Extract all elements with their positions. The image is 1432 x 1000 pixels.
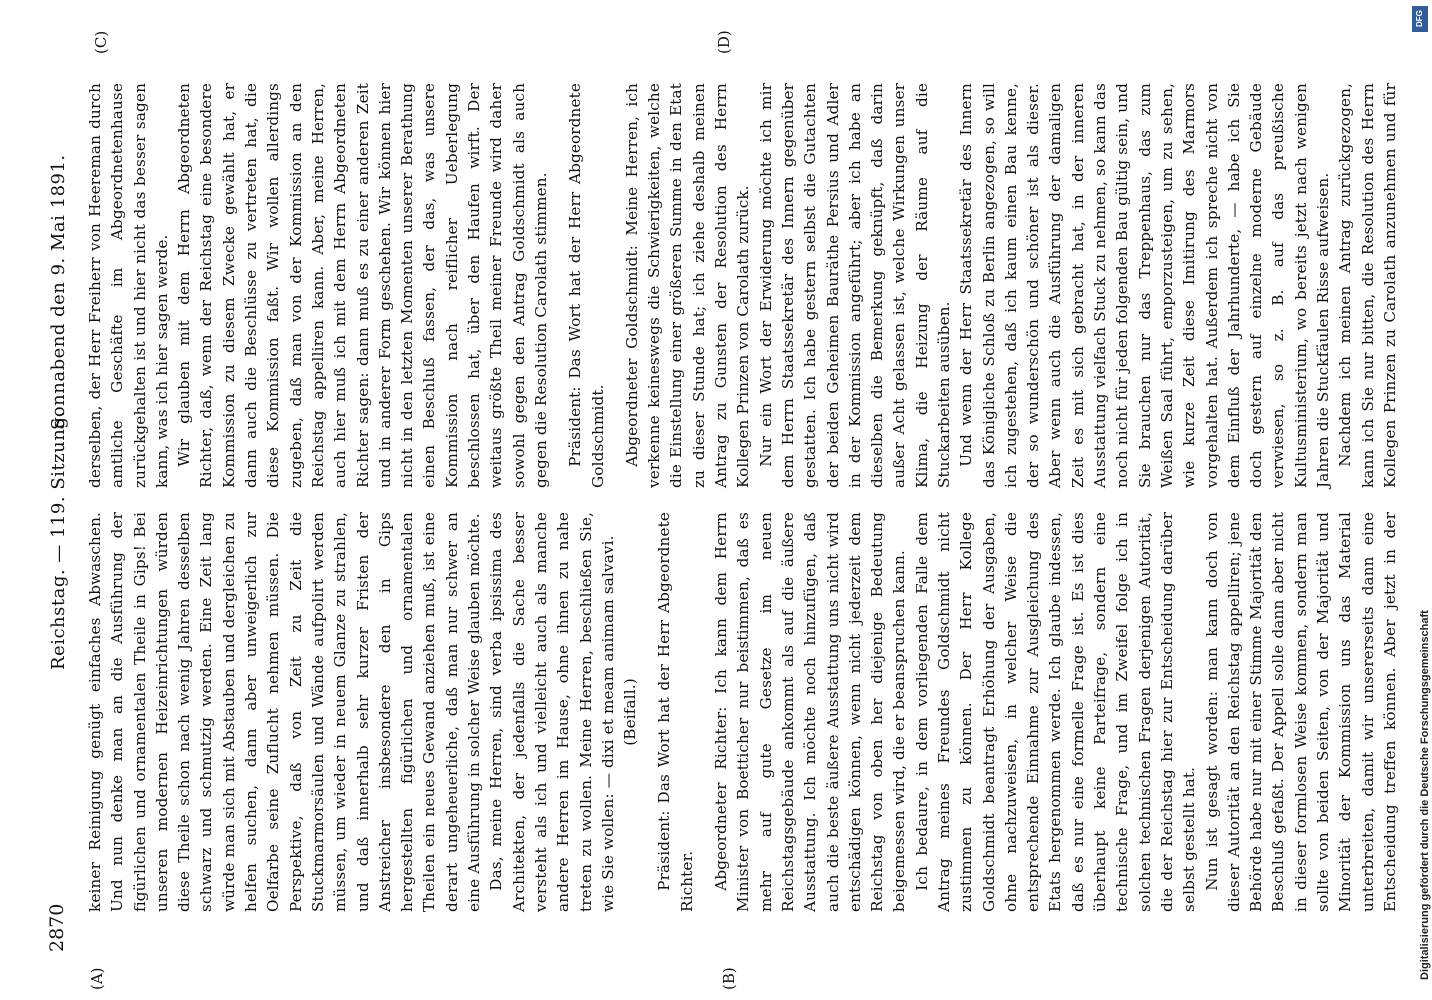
margin-mark-a: (A) [88, 967, 106, 990]
paragraph: Abgeordneter Richter: Ich kann dem Herrn Minister von Boetticher nur beistimmen, daß es mehr auf gute Gesetze im neuen Reichstagsgebäude ankommt als auf die äußere Ausstattung. Ich möchte noch hinzufügen, daß auch die beste äußere Ausstattung uns nicht wird entschädigen können, wenn nicht jederzeit dem Reichstag von oben her diejenige Bedeutung beigemessen wird, die er beanspruchen kann. [712, 512, 909, 912]
paragraph: Nur ein Wort der Erwiderung möchte ich mir dem Herrn Staatssekretär des Innern gegenüber gestatten. Ich habe gestern selbst die Gutachten der beiden Geheimen Bauräthe Persius und Adler in der Kommission angeführt; aber ich habe an dieselben die Bemerkung geknüpft, daß darin außer Acht gelassen ist, welche Wirkungen unser Klima, die Heizung der Räume auf die Stuckarbeiten ausüben. [756, 83, 953, 488]
margin-mark-b: (B) [720, 967, 738, 990]
right-text-column [84, 83, 1432, 488]
speaker-announcement: Präsident: Das Wort hat der Herr Abgeordnete Richter. [655, 512, 696, 912]
applause-note: (Beifall.) [621, 678, 640, 746]
margin-mark-d: (D) [715, 30, 733, 54]
paragraph: Nun ist gesagt worden: man kann doch von dieser Autorität an den Reichstag appelliren; jene Behörde habe nur mit einer Stimme Majorität den Beschluß gefaßt. Der Appell solle dann aber nicht in dieser formlosen Weise kommen, sondern man sollte von beiden Seiten, von der Majorität und Minorität der Kommission uns das Material unterbreiten, damit wir unsererseits dann eine Entscheidung treffen können. Aber jetzt in der [1202, 512, 1399, 912]
paragraph: Abgeordneter Goldschmidt: Meine Herren, ich verkenne keineswegs die Schwierigkeiten, welche die Einstellung einer größeren Summe in den Etat zu dieser Stunde hat; ich ziehe deshalb meinen Antrag zu Gunsten der Resolution des Herrn Kollegen Prinzen von Carolath zurück. [622, 83, 753, 488]
page-header-title: Reichstag. — 119. Sitzung. [48, 410, 69, 670]
paragraph: keiner Reinigung genügt einfaches Abwaschen. Und nun denke man an die Ausführung der figürlichen und ornamentalen Theile in Gips! Bei unseren modernen Heizeinrichtungen würden diese Theile schon nach wenig Jahren desselben schwarz und schmutzig werden. Eine Zeit lang würde man sich mit Abstauben und dergleichen zu helfen suchen, dann aber unweigerlich zur Oelfarbe seine Zuflucht nehmen müssen. Die Perspektive, daß von Zeit zu Zeit die Stuckmarmorsäulen und Wände aufpolirt werden müssen, um wieder in neuem Glanze zu strahlen, und daß innerhalb sehr kurzer Fristen der Anstreicher insbesondere den in Gips hergestellten figürlichen und ornamentalen Theilen ein neues Gewand anziehen muß, ist eine derart ungeheuerliche, daß man nur schwer an eine Ausführung in solcher Weise glauben möchte. [86, 512, 484, 912]
paragraph: Nachdem ich meinen Antrag zurückgezogen, kann ich Sie nur bitten, die Resolution des Herrn Kollegen Prinzen zu Carolath anzunehmen und für [1336, 83, 1399, 488]
paragraph: Wir glauben mit dem Herrn Abgeordneten Richter, daß, wenn der Reichstag eine besondere Kommission zu diesem Zwecke gewählt hat, er dann auch die Beschlüsse zu vertreten hat, die diese Kommission faßt. Wir wollen allerdings zugeben, daß man von der Kommission an den Reichstag appelliren kann. Aber, meine Herren, auch hier muß ich mit dem Herrn Abgeordneten Richter sagen: dann muß es zu einer anderen Zeit und in anderer Form geschehen. Wir können hier nicht in den letzten Momenten unserer Berathung einen Beschluß fassen, der das, was unsere Kommission nach reiflicher Ueberlegung beschlossen hat, über den Haufen wirft. Der weitaus größte Theil meiner Freunde wird daher sowohl gegen den Antrag Goldschmidt als auch gegen die Resolution Carolath stimmen. [175, 83, 550, 488]
left-text-column [84, 512, 1432, 912]
paragraph: derselben, der Herr Freiherr von Heereman durch amtliche Geschäfte im Abgeordnetenhause zurückgehalten ist und hier nicht das besser sagen kann, was ich hier sagen werde. [86, 83, 171, 488]
paragraph: Das, meine Herren, sind verba ipsissima des Architekten, der jedenfalls die Sache besser versteht als ich und vielleicht auch als manche andere Herren im Hause, ohne ihnen zu nahe treten zu wollen. Meine Herren, beschließen Sie, wie Sie wollen: — dixi et meam animam salvavi. [487, 512, 617, 912]
digitization-notice: Digitalisierung gefördert durch die Deutsche Forschungsgemeinschaft [1419, 610, 1431, 980]
dfg-logo: DFG [1412, 6, 1428, 32]
margin-mark-c: (C) [92, 30, 110, 54]
paragraph: Und wenn der Herr Staatssekretär des Innern das Königliche Schloß zu Berlin angezogen, so will ich zugestehen, daß ich kaum einen Bau kenne, der so wunderschön und schöner ist als dieser. Aber wenn auch die Ausführung der damaligen Zeit es mit sich gebracht hat, in der inneren Ausstattung vielfach Stuck zu nehmen, so kann das noch nicht für jeden folgenden Bau gültig sein, und Sie brauchen nur das Treppenhaus, das zum Weißen Saal führt, emporzusteigen, um zu sehen, wie kurze Zeit diese Imitirung des Marmors vorgehalten hat. Außerdem ich spreche nicht von dem Einfluß der Jahrhunderte, — habe ich Sie doch gestern auf einzelne moderne Gebäude verwiesen, so z. B. auf das preußische Kultusministerium, wo bereits jetzt nach wenigen Jahren die Stuckfäulen Risse aufweisen. [957, 83, 1333, 488]
page-number: 2870 [46, 903, 68, 952]
paragraph: Ich bedaure, in dem vorliegenden Falle dem Antrag meines Freundes Goldschmidt nicht zustimmen zu können. Der Herr Kollege Goldschmidt beantragt Erhöhung der Ausgaben, ohne nachzuweisen, in welcher Weise die entsprechende Einnahme zur Ausgleichung des Etats hergenommen werde. Ich glaube indessen, daß es nur eine formelle Frage ist. Es ist dies überhaupt keine Parteifrage, sondern eine technische Frage, und im Zweifel folge ich in solchen technischen Fragen derjenigen Autorität, die der Reichstag hier zur Entscheidung darüber selbst gestellt hat. [912, 512, 1199, 912]
page-header-date: Sonnabend den 9. Mai 1891. [48, 154, 69, 430]
speaker-announcement: Präsident: Das Wort hat der Herr Abgeordnete Goldschmidt. [566, 83, 607, 488]
